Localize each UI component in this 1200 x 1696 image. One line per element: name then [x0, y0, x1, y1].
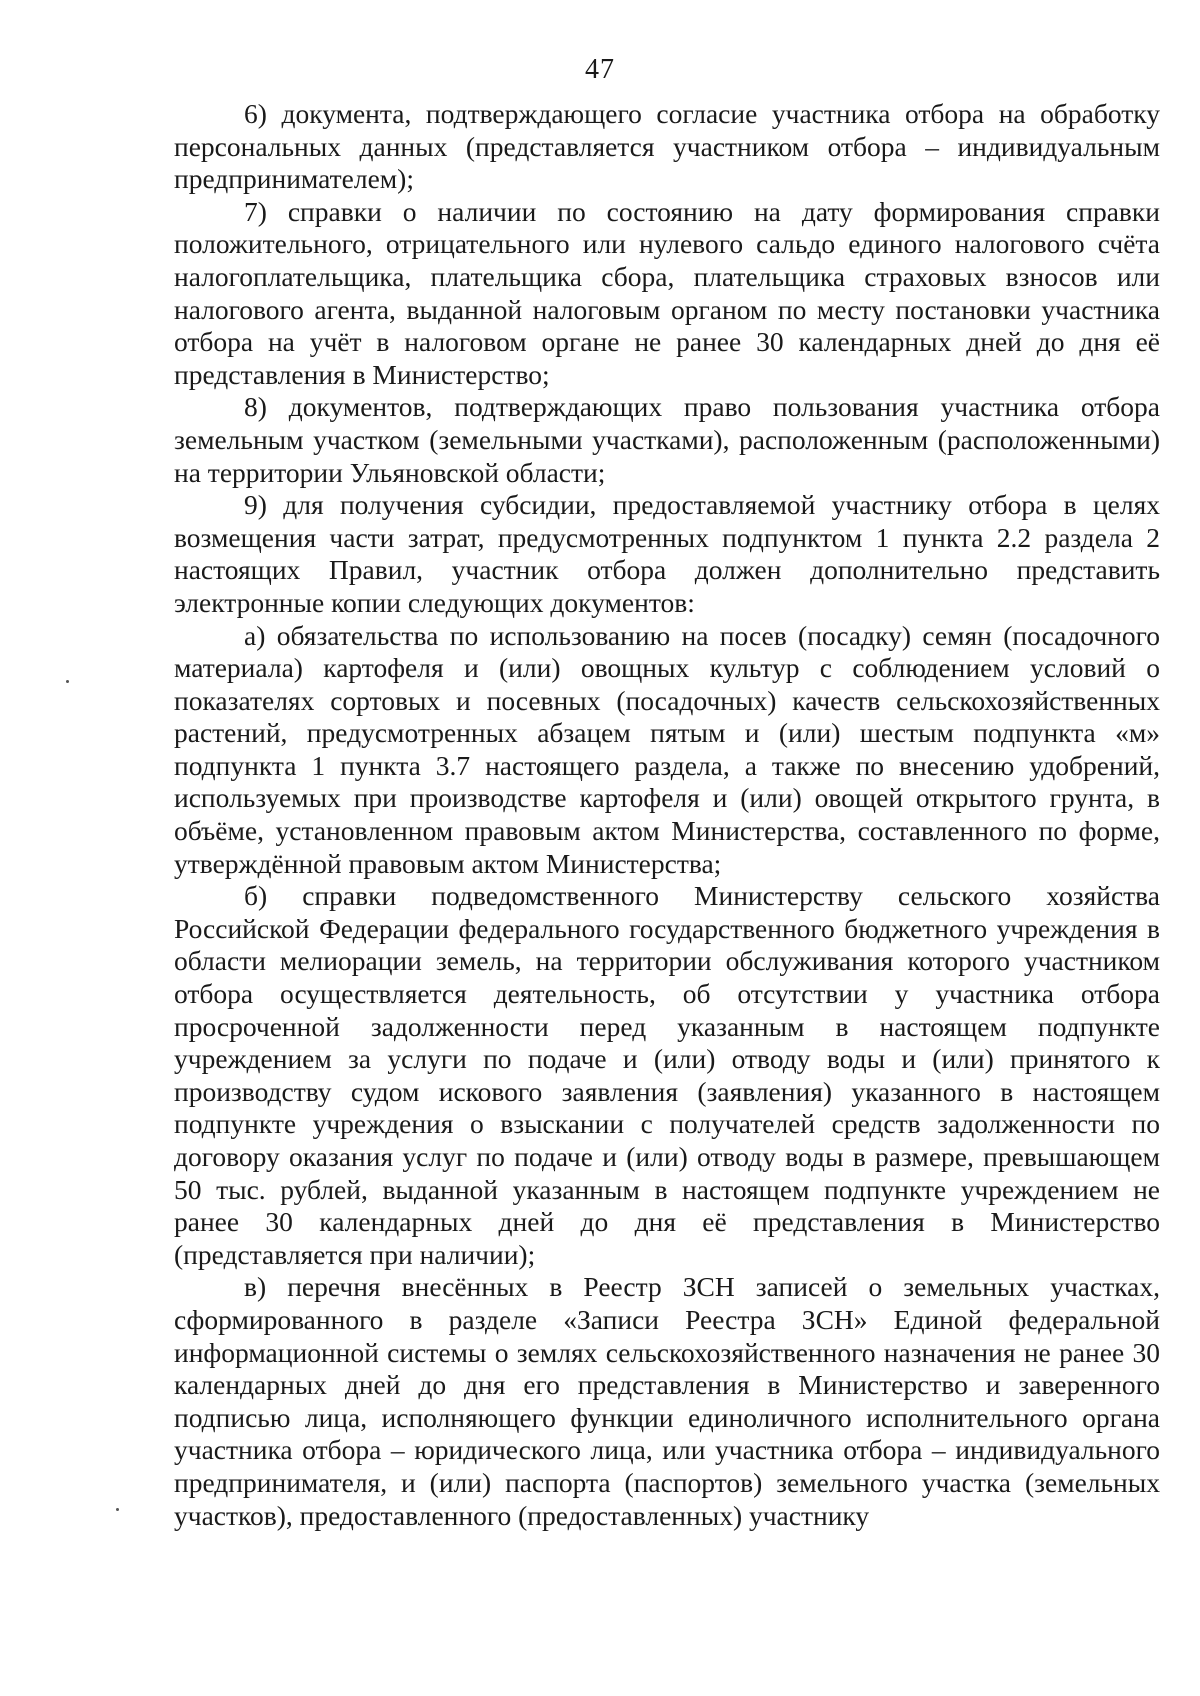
page-number: 47: [585, 54, 615, 85]
scan-speck: [116, 1508, 119, 1511]
paragraph-subitem-b: б) справки подведомственного Министерству сельского хозяйства Российской Федерации федерального государственного бюджетного учреждения в области мелиорации земель, на территории обслуживания которого участником отбора осуществляется деятельность, об отсутствии у участника отбора просроченной задолженности перед указанным в настоящем подпункте учреждением за услуги по подаче и (или) отводу воды и (или) принятого к производству судом искового заявления (заявления) указанного в настоящем подпункте учреждения о взыскании с получателей средств задолженности по договору оказания услуг по подаче и (или) отводу воды в размере, превышающем 50 тыс. рублей, выданной указанным в настоящем подпункте учреждением не ранее 30 календарных дней до дня её представления в Министерство (представляется при наличии);: [174, 880, 1160, 1270]
document-body: [174, 98, 1160, 1532]
paragraph-item-9: 9) для получения субсидии, предоставляемой участнику отбора в целях возмещения части затрат, предусмотренных подпунктом 1 пункта 2.2 раздела 2 настоящих Правил, участник отбора должен дополнительно представить электронные копии следующих документов:: [174, 489, 1160, 618]
scan-speck: [66, 680, 69, 683]
paragraph-subitem-a: а) обязательства по использованию на посев (посадку) семян (посадочного материала) картофеля и (или) овощных культур с соблюдением условий о показателях сортовых и посевных (посадочных) качеств сельскохозяйственных растений, предусмотренных абзацем пятым и (или) шестым подпункта «м» подпункта 1 пункта 3.7 настоящего раздела, а также по внесению удобрений, используемых при производстве картофеля и (или) овощей открытого грунта, в объёме, установленном правовым актом Министерства, составленного по форме, утверждённой правовым актом Министерства;: [174, 619, 1160, 879]
paragraph-item-6: 6) документа, подтверждающего согласие участника отбора на обработку персональных данных (представляется участником отбора – индивидуальным предпринимателем);: [174, 98, 1160, 195]
paragraph-item-7: 7) справки о наличии по состоянию на дату формирования справки положительного, отрицательного или нулевого сальдо единого налогового счёта налогоплательщика, плательщика сбора, плательщика страховых взносов или налогового агента, выданной налоговым органом по месту постановки участника отбора на учёт в налоговом органе не ранее 30 календарных дней до дня её представления в Министерство;: [174, 195, 1160, 390]
paragraph-item-8: 8) документов, подтверждающих право пользования участника отбора земельным участком (земельными участками), расположенным (расположенными) на территории Ульяновской области;: [174, 391, 1160, 488]
paragraph-subitem-v: в) перечня внесённых в Реестр ЗСН записей о земельных участках, сформированного в разделе «Записи Реестра ЗСН» Единой федеральной информационной системы о землях сельскохозяйственного назначения не ранее 30 календарных дней до дня его представления в Министерство и заверенного подписью лица, исполняющего функции единоличного исполнительного органа участника отбора – юридического лица, или участника отбора – индивидуального предпринимателя, и (или) паспорта (паспортов) земельного участка (земельных участков), предоставленного (предоставленных) участнику: [174, 1271, 1160, 1531]
